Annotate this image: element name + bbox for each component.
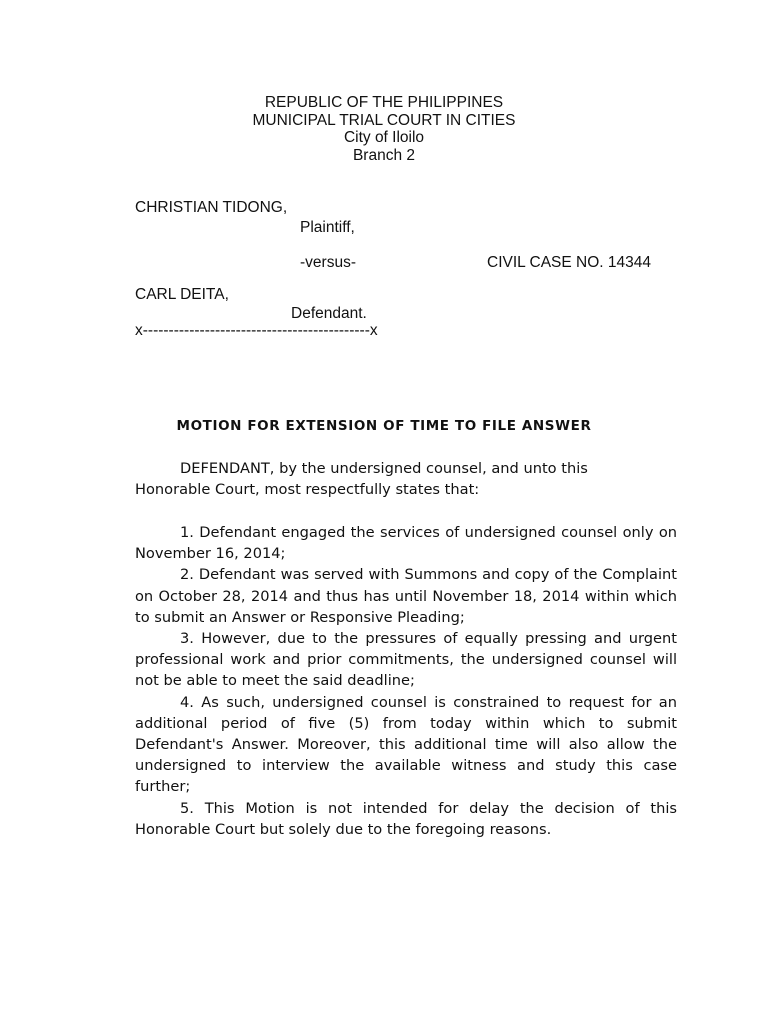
intro-paragraph [135,458,675,500]
plaintiff-name: CHRISTIAN TIDONG, [135,199,288,216]
court-caption [0,94,768,164]
document-title: MOTION FOR EXTENSION OF TIME TO FILE ANSWER [176,418,592,434]
caption-court: MUNICIPAL TRIAL COURT IN CITIES [252,111,516,129]
case-number: CIVIL CASE NO. 14344 [487,254,651,271]
caption-republic: REPUBLIC OF THE PHILIPPINES [264,94,504,111]
caption-separator: x--------------------------------------------x [135,322,378,339]
intro-line-2: Honorable Court, most respectfully states that: [135,481,480,499]
intro-line-1: DEFENDANT, by the undersigned counsel, and unto this [180,460,588,477]
versus-label: -versus- [300,254,356,271]
plaintiff-role: Plaintiff, [300,219,355,236]
defendant-name: CARL DEITA, [135,286,229,303]
list-item-2: 2. Defendant was served with Summons and copy of the Complaint on October 28, 2014 and thus has until November 18, 2014 within which to submit an Answer or Responsive Pleading; [135,566,677,626]
numbered-list [135,522,677,840]
list-item-5: 5. This Motion is not intended for delay the decision of this Honorable Court but solely due to the foregoing reasons. [135,799,677,838]
defendant-role: Defendant. [291,305,367,322]
list-item-4: 4. As such, undersigned counsel is constrained to request for an additional period of five (5) from today within which to submit Defendant's Answer. Moreover, this additional time will also allow the undersigned to interview the available witness and study this case further; [135,693,677,796]
list-item-1: 1. Defendant engaged the services of undersigned counsel only on November 16, 2014; [135,524,677,563]
caption-city: City of Iloilo [343,129,425,146]
list-item-3: 3. However, due to the pressures of equally pressing and urgent professional work and prior commitments, the undersigned counsel will not be able to meet the said deadline; [135,630,677,690]
caption-branch: Branch 2 [352,146,416,164]
